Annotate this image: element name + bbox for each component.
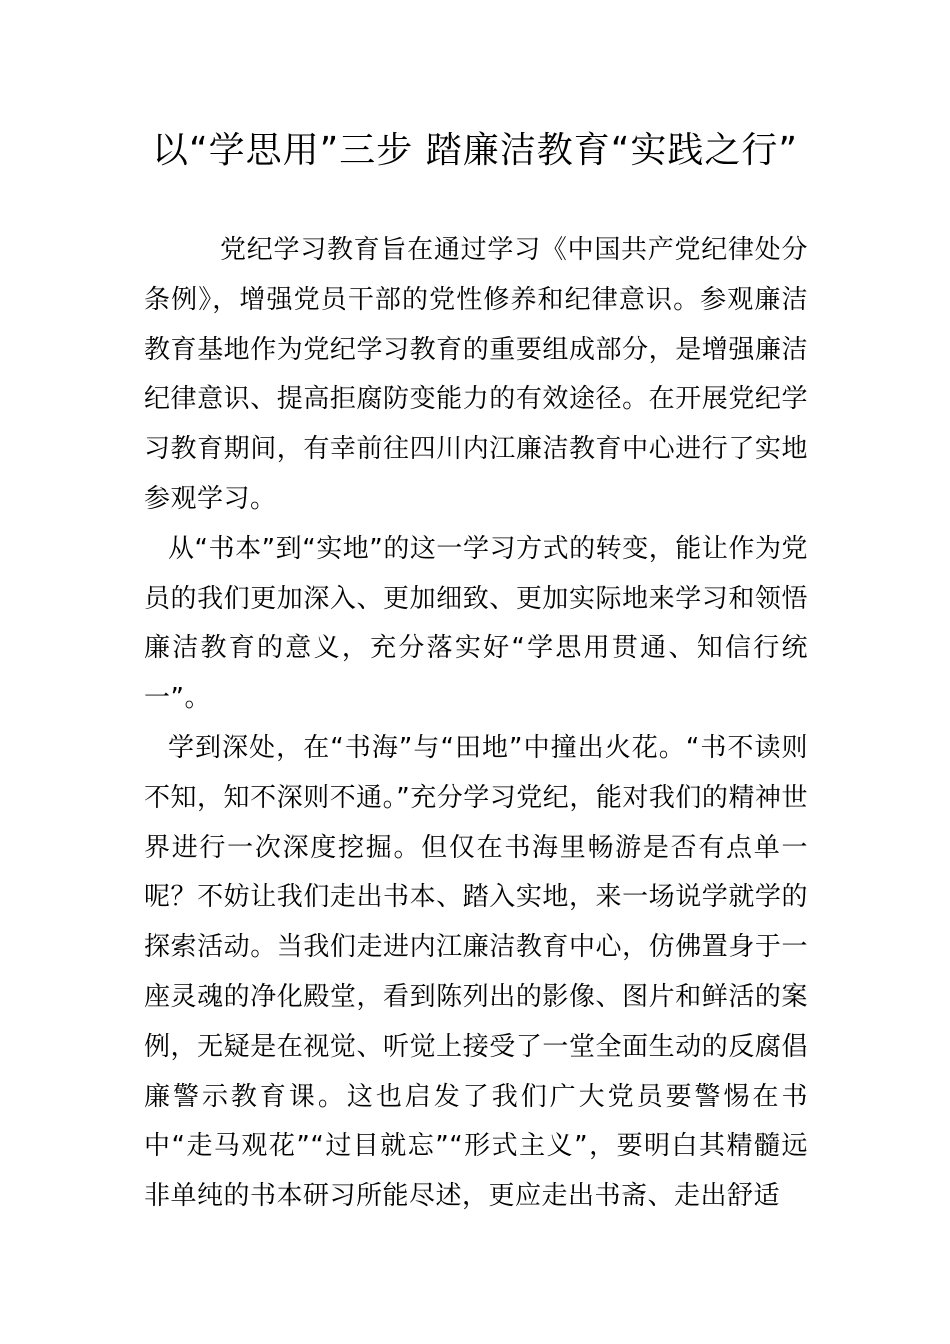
paragraph-learning-shift: 从“书本”到“实地”的这一学习方式的转变，能让作为党员的我们更加深入、更加细致、更加实际地来学习和领悟廉洁教育的意义，充分落实好“学思用贯通、知信行统一”。 [144,533,808,714]
paragraph-intro: 党纪学习教育旨在通过学习《中国共产党纪律处分条例》，增强党员干部的党性修养和纪律意识。参观廉洁教育基地作为党纪学习教育的重要组成部分，是增强廉洁纪律意识、提高拒腐防变能力的有效途径。在开展党纪学习教育期间，有幸前往四川内江廉洁教育中心进行了实地参观学习。 [144,235,808,514]
document-body [144,226,808,1222]
document-title: 以“学思用”三步 踏廉洁教育“实践之行” [151,130,799,171]
paragraph-learning-depth: 学到深处，在“书海”与“田地”中撞出火花。“书不读则不知，知不深则不通。”充分学习党纪，能对我们的精神世界进行一次深度挖掘。但仅在书海里畅游是否有点单一呢？不妨让我们走出书本、踏入实地，来一场说学就学的探索活动。当我们走进内江廉洁教育中心，仿佛置身于一座灵魂的净化殿堂，看到陈列出的影像、图片和鲜活的案例，无疑是在视觉、听觉上接受了一堂全面生动的反腐倡廉警示教育课。这也启发了我们广大党员要警惕在书中“走马观花”“过目就忘”“形式主义”，要明白其精髓远非单纯的书本研习所能尽述，更应走出书斋、走出舒适 [144,732,808,1212]
